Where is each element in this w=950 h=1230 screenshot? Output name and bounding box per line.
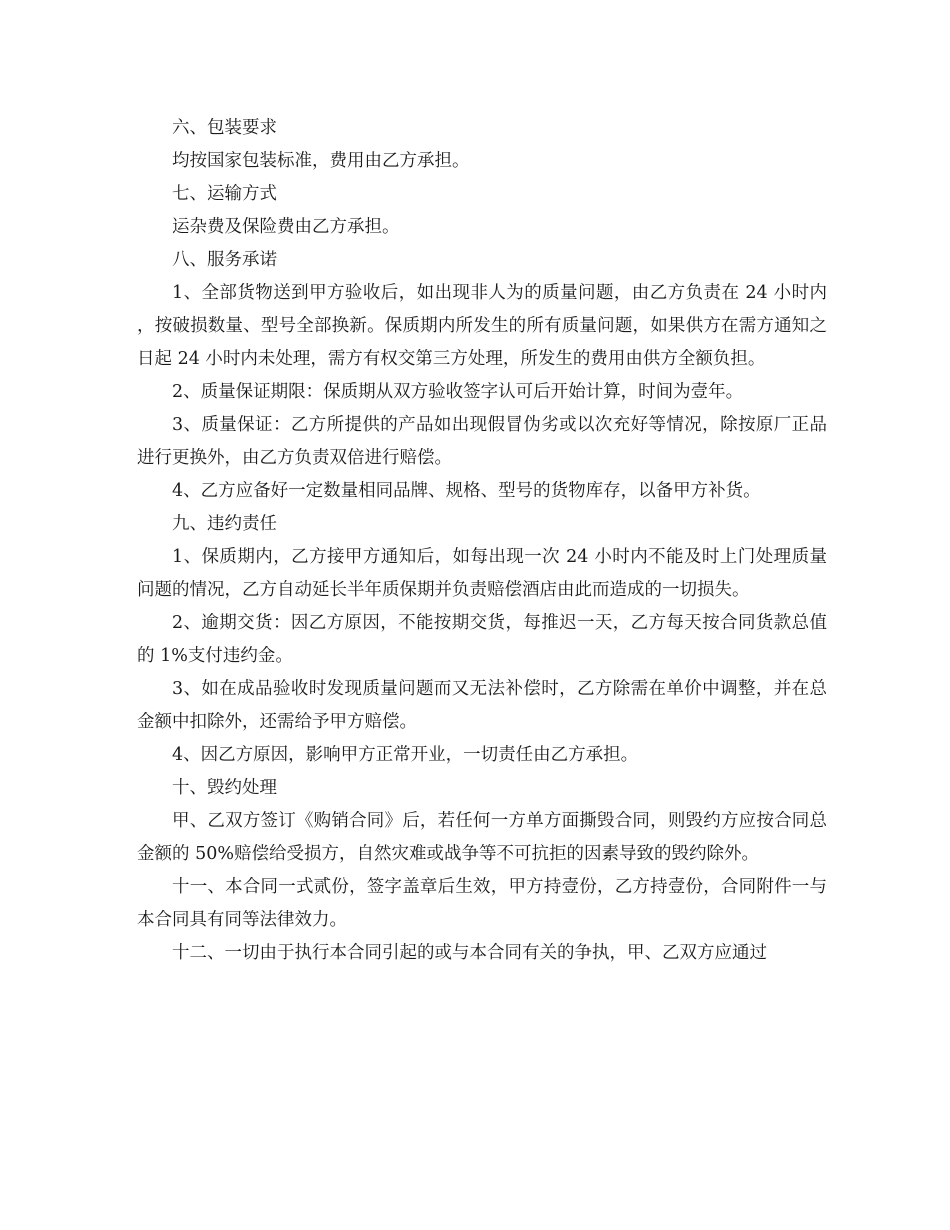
paragraph: 3、如在成品验收时发现质量问题而又无法补偿时，乙方除需在单价中调整，并在总金额中扣除外，还需给予甲方赔偿。 — [137, 679, 827, 732]
section-heading-service: 八、服务承诺 — [172, 250, 277, 270]
paragraph: 3、质量保证：乙方所提供的产品如出现假冒伪劣或以次充好等情况，除按原厂正品进行更换外，由乙方负责双倍进行赔偿。 — [137, 415, 827, 468]
paragraph: 甲、乙双方签订《购销合同》后，若任何一方单方面撕毁合同，则毁约方应按合同总金额的 50%赔偿给受损方，自然灾难或战争等不可抗拒的因素导致的毁约除外。 — [137, 811, 827, 864]
paragraph: 2、逾期交货：因乙方原因，不能按期交货，每推迟一天，乙方每天按合同货款总值的 1%支付违约金。 — [137, 613, 827, 666]
document-body — [137, 112, 827, 970]
section-heading-breach: 十、毁约处理 — [172, 778, 277, 798]
paragraph: 2、质量保证期限：保质期从双方验收签字认可后开始计算，时间为壹年。 — [172, 382, 744, 402]
paragraph: 运杂费及保险费由乙方承担。 — [172, 217, 400, 237]
paragraph: 十一、本合同一式贰份，签字盖章后生效，甲方持壹份，乙方持壹份，合同附件一与本合同具有同等法律效力。 — [137, 877, 827, 930]
paragraph: 4、乙方应备好一定数量相同品牌、规格、型号的货物库存，以备甲方补货。 — [172, 481, 761, 501]
section-heading-packaging: 六、包装要求 — [172, 118, 277, 138]
paragraph: 1、全部货物送到甲方验收后，如出现非人为的质量问题，由乙方负责在 24 小时内，按破损数量、型号全部换新。保质期内所发生的所有质量问题，如果供方在需方通知之日起 24 小时内未处理，需方有权交第三方处理，所发生的费用由供方全额负担。 — [137, 283, 827, 369]
section-heading-liability: 九、违约责任 — [172, 514, 277, 534]
paragraph: 1、保质期内，乙方接甲方通知后，如每出现一次 24 小时内不能及时上门处理质量问题的情况，乙方自动延长半年质保期并负责赔偿酒店由此而造成的一切损失。 — [137, 547, 827, 600]
paragraph: 4、因乙方原因，影响甲方正常开业，一切责任由乙方承担。 — [172, 745, 639, 765]
paragraph: 十二、一切由于执行本合同引起的或与本合同有关的争执，甲、乙双方应通过 — [172, 943, 767, 963]
section-heading-transport: 七、运输方式 — [172, 184, 277, 204]
paragraph: 均按国家包装标准，费用由乙方承担。 — [172, 151, 470, 171]
